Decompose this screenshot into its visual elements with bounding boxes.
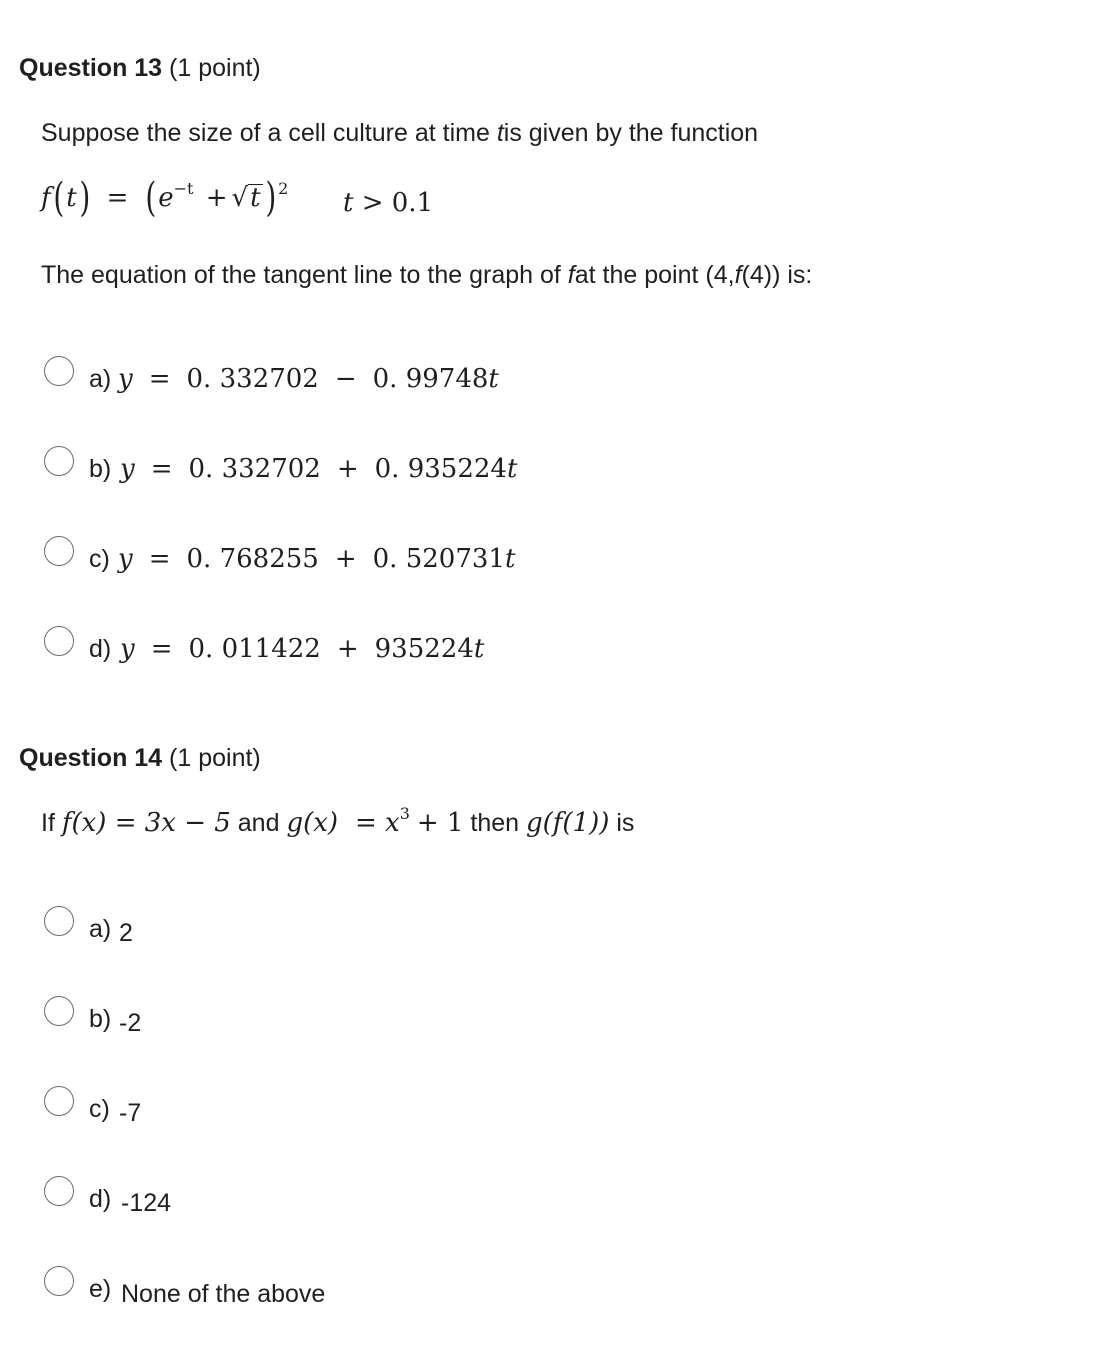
tangent-text-a: The equation of the tangent line to the graph of — [41, 261, 561, 289]
question-13-heading — [19, 53, 261, 83]
function-plus: + — [205, 183, 228, 213]
function-definition: $f(t) = (e^{-t} + √t$ ) $^2$ — [41, 175, 289, 221]
radio-button[interactable] — [44, 996, 74, 1026]
radio-button[interactable] — [44, 536, 74, 566]
g-expression: g(x) — [286, 808, 339, 838]
domain-relation: > 0.1 — [361, 188, 434, 218]
g-tail: + 1 — [416, 808, 464, 838]
equation-variable: y — [120, 454, 135, 484]
equation-t: t — [506, 454, 518, 484]
equation-equals: = — [150, 634, 173, 664]
then-word: then — [470, 809, 520, 837]
option-text: 2 — [119, 919, 133, 947]
function-exponent: −t — [173, 179, 194, 198]
equation-equals: = — [150, 454, 173, 484]
function-name: f — [41, 183, 51, 213]
function-power: 2 — [278, 179, 289, 198]
option-text: -7 — [119, 1099, 142, 1127]
tangent-question — [41, 260, 812, 290]
option-text: None of the above — [121, 1280, 326, 1308]
option-letter: b) — [89, 1005, 112, 1033]
equation-operator: − — [334, 364, 357, 394]
tangent-function: f — [567, 261, 575, 289]
equation-slope: 935224 — [374, 634, 474, 664]
domain-variable: t — [343, 188, 354, 218]
equation-variable: y — [118, 544, 133, 574]
equation-t: t — [504, 544, 516, 574]
radio-button[interactable] — [44, 1266, 74, 1296]
is-word: is — [616, 809, 635, 837]
option-letter: d) — [89, 635, 112, 663]
equation-equals: = — [148, 364, 171, 394]
function-equals: = — [106, 183, 129, 213]
if-word: If — [41, 809, 55, 837]
question-14-points: (1 point) — [169, 744, 261, 772]
option-text: -124 — [121, 1189, 172, 1217]
radio-button[interactable] — [44, 906, 74, 936]
question-14-heading — [19, 743, 261, 773]
tangent-point-function: f — [734, 261, 742, 289]
equation-intercept: 0. 011422 — [188, 634, 321, 664]
radio-button[interactable] — [44, 1086, 74, 1116]
sqrt-argument: t — [250, 183, 261, 213]
option-letter: d) — [89, 1185, 112, 1213]
function-variable: t — [66, 183, 77, 213]
radio-button[interactable] — [44, 1176, 74, 1206]
option-letter: c) — [89, 545, 110, 573]
f-expression: f(x) = 3x − 5 — [61, 808, 231, 838]
equation-slope: 0. 99748 — [372, 364, 489, 394]
radio-button[interactable] — [44, 356, 74, 386]
g-power: 3 — [399, 804, 410, 823]
question-13-points: (1 point) — [169, 54, 261, 82]
sqrt-symbol: √t — [231, 183, 261, 213]
tangent-text-c: (4)) is: — [741, 261, 813, 289]
equation-variable: y — [120, 634, 135, 664]
equation-slope: 0. 935224 — [374, 454, 507, 484]
radio-button[interactable] — [44, 446, 74, 476]
option-equation — [120, 454, 517, 484]
equation-operator: + — [334, 544, 357, 574]
option-text: -2 — [119, 1009, 142, 1037]
equation-t: t — [473, 634, 485, 664]
g-rhs: = x — [354, 808, 400, 838]
equation-t: t — [488, 364, 499, 394]
function-base: e — [158, 183, 174, 213]
equation-operator: + — [336, 634, 359, 664]
option-equation — [120, 634, 484, 664]
equation-equals: = — [148, 544, 171, 574]
equation-variable: y — [118, 364, 133, 394]
tangent-text-b: at the point (4, — [574, 261, 735, 289]
question-14-prompt — [41, 804, 635, 838]
option-letter: b) — [89, 455, 112, 483]
composition-expression: g(f(1)) — [526, 808, 610, 838]
question-13-prompt — [41, 118, 758, 148]
option-letter: a) — [89, 915, 112, 943]
option-equation — [118, 364, 499, 394]
equation-intercept: 0. 332702 — [186, 364, 319, 394]
prompt-variable: t — [496, 119, 504, 147]
prompt-tail: is given by the function — [503, 119, 759, 147]
option-letter: a) — [89, 365, 112, 393]
equation-slope: 0. 520731 — [372, 544, 505, 574]
option-equation — [118, 544, 515, 574]
domain-condition — [343, 188, 433, 218]
radio-button[interactable] — [44, 626, 74, 656]
question-13-title: Question 13 — [19, 54, 163, 82]
option-letter: c) — [89, 1095, 110, 1123]
equation-operator: + — [336, 454, 359, 484]
equation-intercept: 0. 768255 — [186, 544, 319, 574]
equation-intercept: 0. 332702 — [188, 454, 321, 484]
question-14-title: Question 14 — [19, 744, 163, 772]
and-word: and — [237, 809, 280, 837]
prompt-text: Suppose the size of a cell culture at time — [41, 119, 490, 147]
option-letter: e) — [89, 1275, 112, 1303]
